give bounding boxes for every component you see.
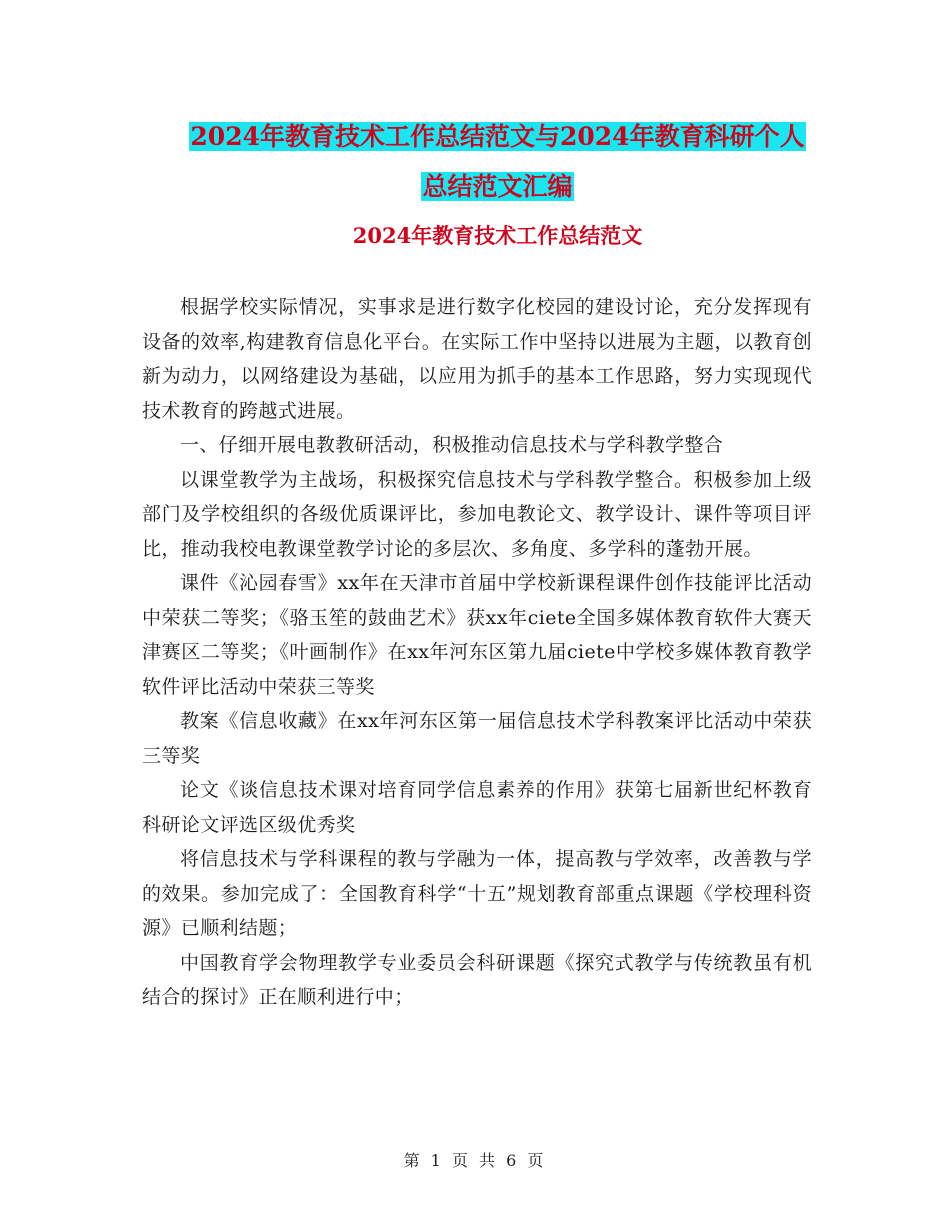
paragraph: 教案《信息收藏》在xx年河东区第一届信息技术学科教案评比活动中荣获三等奖 [142, 710, 812, 767]
paragraph: 课件《沁园春雪》xx年在天津市首届中学校新课程课件创作技能评比活动中荣获二等奖；《骆玉笙的鼓曲艺术》获xx年ciete全国多媒体教育软件大赛天津赛区二等奖；《叶画制作》在xx年河东区第九届ciete中学校多媒体教育教学软件评比活动中荣获三等奖 [142, 572, 812, 698]
document-body [142, 290, 812, 1015]
paragraph: 中国教育学会物理教学专业委员会科研课题《探究式教学与传统教虽有机结合的探讨》正在顺利进行中； [142, 951, 812, 1008]
paragraph: 根据学校实际情况，实事求是进行数字化校园的建设讨论，充分发挥现有设备的效率,构建教育信息化平台。在实际工作中坚持以进展为主题，以教育创新为动力，以网络建设为基础，以应用为抓手的基本工作思路，努力实现现代技术教育的跨越式进展。 [142, 296, 812, 422]
page-number-footer: 第 1 页 共 6 页 [403, 1151, 547, 1170]
document-title-line2: 总结范文汇编 [422, 172, 573, 201]
paragraph: 一、仔细开展电教教研活动，积极推动信息技术与学科教学整合 [180, 434, 724, 456]
paragraph: 论文《谈信息技术课对培育同学信息素养的作用》获第七届新世纪杯教育科研论文评选区级优秀奖 [142, 779, 812, 836]
document-title-line1: 2024年教育技术工作总结范文与2024年教育科研个人 [190, 122, 805, 151]
document-title [140, 112, 855, 212]
paragraph: 以课堂教学为主战场，积极探究信息技术与学科教学整合。积极参加上级部门及学校组织的各级优质课评比，参加电教论文、教学设计、课件等项目评比，推动我校电教课堂教学讨论的多层次、多角度、多学科的蓬勃开展。 [142, 468, 812, 560]
section-title: 2024年教育技术工作总结范文 [352, 223, 643, 248]
paragraph: 将信息技术与学科课程的教与学融为一体，提高教与学效率，改善教与学的效果。参加完成了：全国教育科学“十五”规划教育部重点课题《学校理科资源》已顺利结题； [142, 848, 812, 939]
